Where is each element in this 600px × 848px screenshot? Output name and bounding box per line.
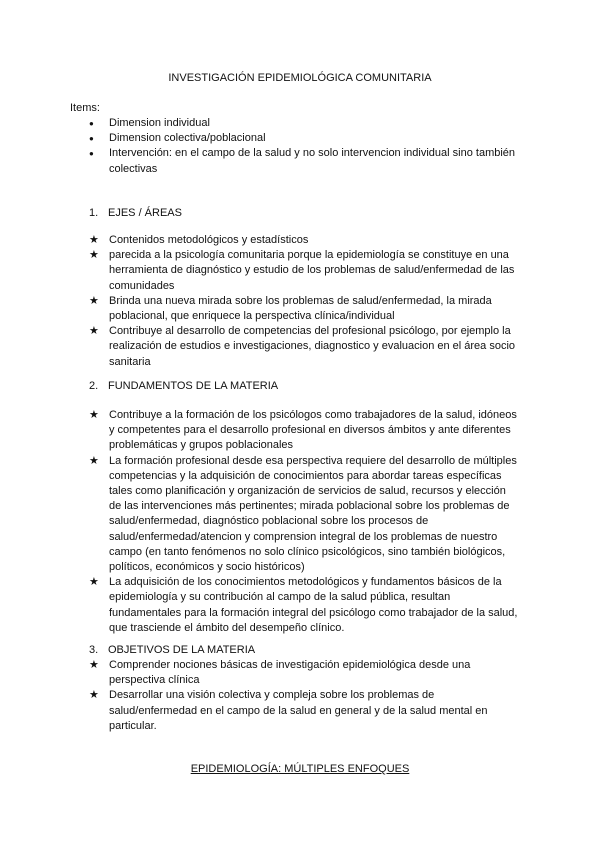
list-item xyxy=(89,146,521,176)
section-heading-objetivos xyxy=(89,643,255,658)
section-ejes-list xyxy=(89,233,521,370)
list-item-text: Dimension individual xyxy=(109,117,210,129)
star-bullet-icon xyxy=(89,575,103,590)
list-item-text: Comprender nociones básicas de investigación epidemiológica desde una perspectiva clínica xyxy=(109,659,471,687)
section-number: 3. xyxy=(89,644,99,656)
star-bullet-icon xyxy=(89,324,103,339)
list-item-text: parecida a la psicología comunitaria porque la epidemiología se constituye en una herramienta de diagnóstico y estudio de los problemas de salud/enfermedad de las comunidades xyxy=(109,249,515,292)
list-item xyxy=(89,688,521,734)
list-item xyxy=(89,324,521,370)
bullet-icon xyxy=(89,116,103,131)
list-item-text: Contenidos metodológicos y estadísticos xyxy=(109,234,309,246)
list-item xyxy=(89,233,521,248)
list-item-text: Dimension colectiva/poblacional xyxy=(109,132,266,145)
section-title: OBJETIVOS DE LA MATERIA xyxy=(108,644,256,656)
list-item xyxy=(89,248,521,294)
list-item xyxy=(89,294,521,324)
bullet-icon xyxy=(89,146,103,161)
section-number: 1. xyxy=(89,207,99,219)
items-list xyxy=(89,116,521,177)
star-bullet-icon xyxy=(89,233,103,248)
section-fundamentos-list xyxy=(89,408,521,636)
star-bullet-icon xyxy=(89,688,103,703)
list-item xyxy=(89,408,521,454)
list-item-text: Brinda una nueva mirada sobre los problemas de salud/enfermedad, la mirada poblacional, que enriquece la perspectiva clínica/individual xyxy=(109,294,492,323)
list-item-text: Desarrollar una visión colectiva y compleja sobre los problemas de salud/enfermedad en el campo de la salud en general y de la salud mental en particular. xyxy=(109,689,488,732)
star-bullet-icon xyxy=(89,454,103,469)
footer-heading: EPIDEMIOLOGÍA: MÚLTIPLES ENFOQUES xyxy=(190,763,410,775)
list-item-text: La adquisición de los conocimientos metodológicos y fundamentos básicos de la epidemiología y su contribución al campo de la salud pública, resultan fundamentales para la formación integral del psicólogo como trabajador de la salud, que trasciende el ámbito del desempeño clínico. xyxy=(109,576,518,634)
list-item xyxy=(89,575,521,636)
list-item-text: Contribuye al desarrollo de competencias del profesional psicólogo, por ejemplo la realización de estudios e investigaciones, diagnostico y evaluacion en el área socio sanitaria xyxy=(109,325,516,368)
items-label: Items: xyxy=(70,102,100,114)
section-title: EJES / ÁREAS xyxy=(108,207,182,219)
section-objetivos-list xyxy=(89,658,521,734)
list-item xyxy=(89,658,521,688)
star-bullet-icon xyxy=(89,294,103,309)
star-bullet-icon xyxy=(89,248,103,263)
section-title: FUNDAMENTOS DE LA MATERIA xyxy=(108,380,279,392)
bullet-icon xyxy=(89,131,103,146)
list-item xyxy=(89,454,521,576)
section-heading-fundamentos xyxy=(89,379,278,394)
document-title: INVESTIGACIÓN EPIDEMIOLÓGICA COMUNITARIA xyxy=(168,72,432,84)
star-bullet-icon xyxy=(89,408,103,423)
list-item-text: Contribuye a la formación de los psicólogos como trabajadores de la salud, idóneos y competentes para el desarrollo profesional en diversos ámbitos y ante diferentes problemáticas y grupos poblacionales xyxy=(109,409,517,452)
section-heading-ejes xyxy=(89,206,182,221)
section-number: 2. xyxy=(89,380,99,392)
list-item xyxy=(89,131,521,146)
list-item xyxy=(89,116,521,131)
star-bullet-icon xyxy=(89,658,103,673)
list-item-text: La formación profesional desde esa perspectiva requiere del desarrollo de múltiples competencias y la adquisición de conocimientos para abordar tareas específicas tales como planificación y organización de servicios de salud, recursos y elección de las intervenciones más pertinentes; mirada poblacional sobre los problemas de salud/enfermedad, diagnóstico poblacional sobre los procesos de salud/enfermedad/atencion y comprension integral de los problemas de nuestro campo (en tanto fenómenos no solo clínico psicológicos, sino también biológicos, políticos, económicos y socio históricos) xyxy=(109,454,517,574)
list-item-text: Intervención: en el campo de la salud y no solo intervencion individual sino también colectivas xyxy=(109,147,516,175)
